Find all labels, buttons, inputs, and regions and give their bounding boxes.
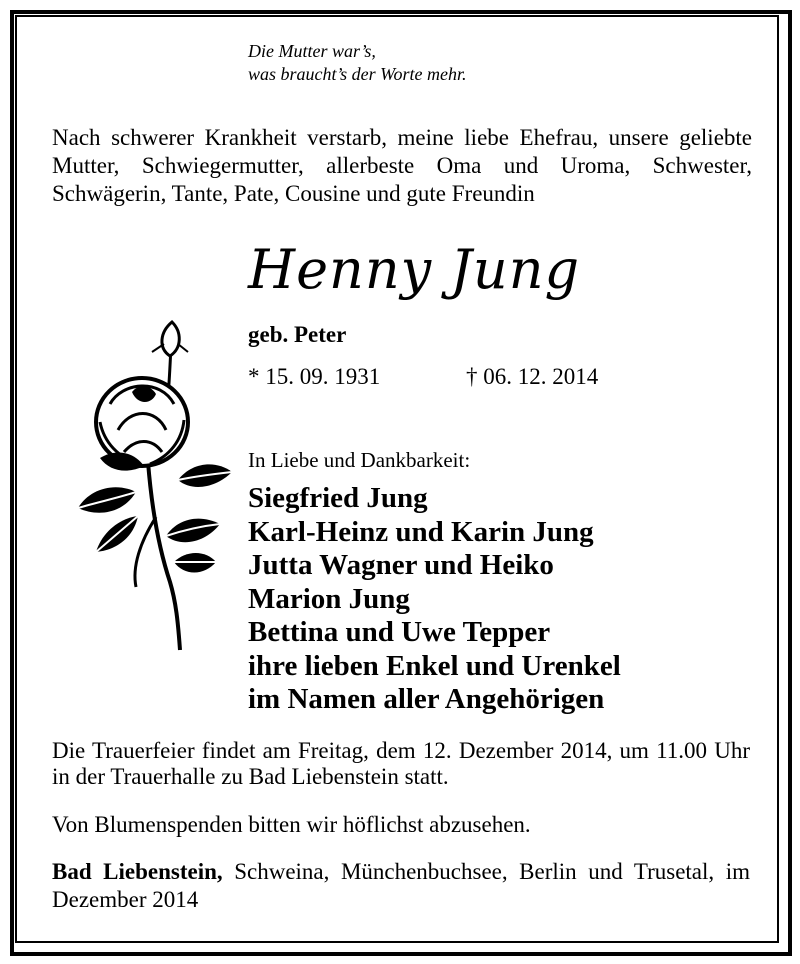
motto-line-1: Die Mutter war’s, — [248, 41, 376, 61]
places-line — [52, 858, 750, 914]
death-date: † 06. 12. 2014 — [466, 364, 599, 389]
family-member: Siegfried Jung — [248, 482, 428, 514]
places-bold: Bad Liebenstein, — [52, 859, 223, 884]
family-member: Marion Jung — [248, 582, 410, 615]
family-member: ihre lieben Enkel und Urenkel — [248, 649, 621, 682]
funeral-notice: Die Trauerfeier findet am Freitag, dem 12. Dezember 2014, um 11.00 Uhr in der Trauerhalle zu Bad Liebenstein statt. — [52, 738, 750, 789]
family-member: Bettina und Uwe Tepper — [248, 616, 551, 648]
life-dates — [248, 364, 599, 390]
family-member: im Namen aller Angehörigen — [248, 683, 605, 715]
places-rest: Schweina, Münchenbuchsee, Berlin und Trusetal, im Dezember 2014 — [52, 859, 750, 912]
intro-text: Nach schwerer Krankheit verstarb, meine liebe Ehefrau, unsere geliebte Mutter, Schwiegermutter, allerbeste Oma und Uroma, Schwester, Schwägerin, Tante, Pate, Cousine und gute Freundin — [52, 125, 752, 206]
birth-date: * 15. 09. 1931 — [248, 364, 381, 389]
thanks-line: In Liebe und Dankbarkeit: — [248, 448, 471, 472]
family-list — [248, 482, 621, 717]
motto-line-2: was braucht’s der Worte mehr. — [248, 64, 467, 84]
deceased-name: Henny Jung — [248, 238, 581, 301]
flowers-notice: Von Blumenspenden bitten wir höflichst abzusehen. — [52, 812, 531, 837]
birth-name: geb. Peter — [248, 322, 347, 347]
motto — [248, 40, 467, 86]
family-member: Karl-Heinz und Karin Jung — [248, 515, 594, 548]
rose-icon — [60, 312, 240, 652]
family-member: Jutta Wagner und Heiko — [248, 549, 554, 581]
